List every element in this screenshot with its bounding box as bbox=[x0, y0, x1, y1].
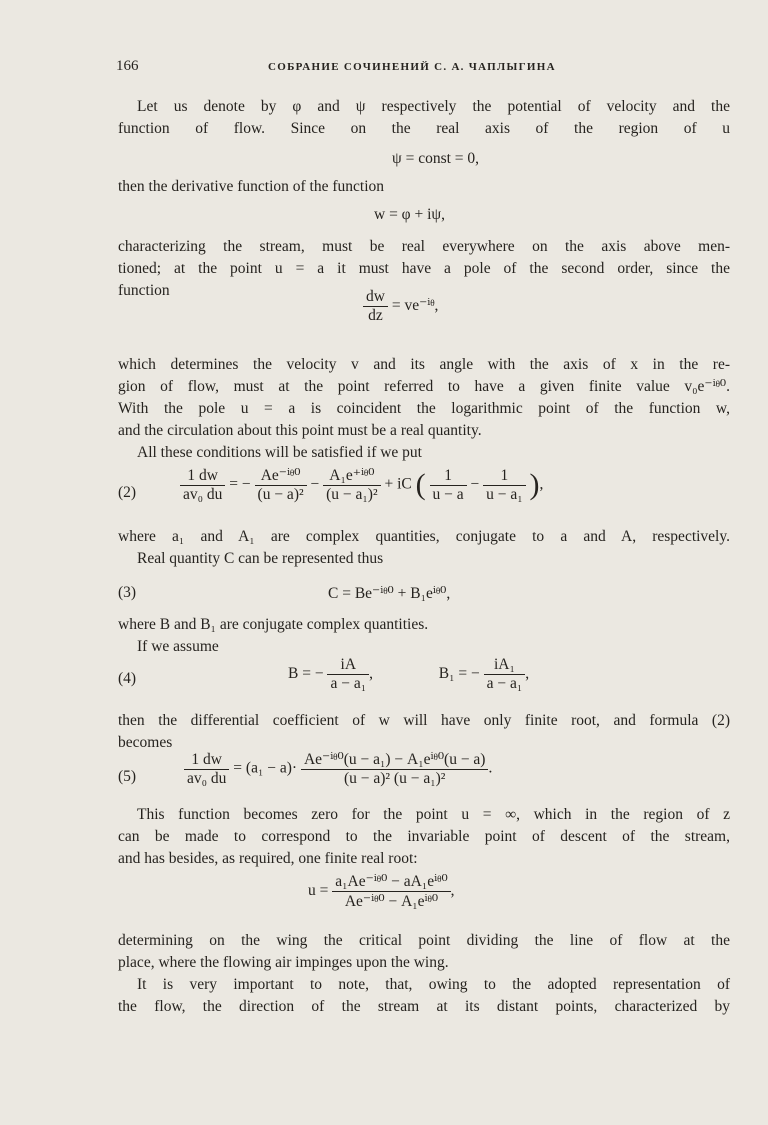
numerator: a₁Ae⁻ⁱᶿ⁰ − aA₁eⁱᶿ⁰ bbox=[332, 872, 450, 892]
denominator: av₀ du bbox=[187, 769, 227, 787]
fraction bbox=[332, 872, 450, 911]
text-line: gion of flow, must at the point referred to have a given finite value v₀e⁻ⁱᶿ⁰. bbox=[118, 378, 730, 395]
denominator: u − a bbox=[432, 485, 464, 503]
middle-term: = (a₁ − a)· bbox=[233, 759, 298, 777]
rhs: = ve⁻ⁱᶿ, bbox=[391, 297, 439, 315]
text-line: All these conditions will be satisfied if we put bbox=[137, 444, 422, 461]
text-line: place, where the flowing air impinges upon the wing. bbox=[118, 954, 449, 971]
text-line: becomes bbox=[118, 734, 173, 751]
numerator: 1 bbox=[430, 467, 467, 486]
text-line: the flow, the direction of the stream at its distant points, characterized by bbox=[118, 998, 730, 1015]
equation-3: C = Be⁻ⁱᶿ⁰ + B₁eⁱᶿ⁰, bbox=[328, 585, 451, 602]
text-line: and has besides, as required, one finite real root: bbox=[118, 850, 418, 867]
running-title: СОБРАНИЕ СОЧИНЕНИЙ С. А. ЧАПЛЫГИНА bbox=[268, 61, 556, 73]
denominator: a − a₁ bbox=[330, 675, 367, 692]
fraction bbox=[363, 288, 388, 325]
equation-w-definition: w = φ + iψ, bbox=[374, 206, 446, 223]
text-line: function of flow. Since on the real axis of the region of u bbox=[118, 120, 730, 137]
text-line: which determines the velocity v and its angle with the axis of x in the re- bbox=[118, 356, 730, 373]
equation-number: (3) bbox=[118, 584, 137, 601]
denominator: Ae⁻ⁱᶿ⁰ − A₁eⁱᶿ⁰ bbox=[344, 893, 439, 910]
text-line: can be made to correspond to the invariable point of descent of the stream, bbox=[118, 828, 730, 845]
text-line: then the derivative function of the function bbox=[118, 178, 384, 195]
denominator: a − a₁ bbox=[486, 675, 523, 692]
fraction bbox=[484, 656, 526, 693]
lhs-b1: B₁ = − bbox=[438, 665, 480, 683]
numerator: dw bbox=[363, 288, 388, 307]
fraction bbox=[483, 467, 526, 504]
equation-root: u = $\frac{\text{a₁Ae⁻ⁱᶿ⁰ − aA₁eⁱᶿ⁰}}{\text{Ae⁻ⁱᶿ⁰ − A₁eⁱᶿ⁰}}$ , bbox=[308, 873, 455, 910]
denominator: (u − a₁)² bbox=[326, 486, 378, 503]
fraction bbox=[255, 466, 307, 504]
text-line: where a₁ and A₁ are complex quantities, conjugate to a and A, respectively. bbox=[118, 528, 730, 545]
denominator: av₀ du bbox=[183, 485, 223, 503]
equation-psi-const: ψ = const = 0, bbox=[392, 150, 480, 167]
lhs: u = bbox=[308, 882, 329, 900]
equation-number: (5) bbox=[118, 768, 137, 785]
fraction bbox=[327, 656, 369, 693]
fraction bbox=[184, 751, 229, 788]
equation-2: $\frac{1 dw}{\text{av₀ du}}$ = − $\frac{\text{Ae⁻ⁱᶿ⁰}}{\text{(u − a)²}}$ − $\frac{\text{A₁e⁺ⁱᶿ⁰}}{\text{(u − a₁)²}}$ + iC ( $\frac{1}{u - a}$ − $\frac{1}{\text{u − a₁}}$ ), bbox=[180, 466, 543, 504]
text-line: and the circulation about this point must be a real quantity. bbox=[118, 422, 482, 439]
equation-4: B = − $\frac{iA}{\text{a − a₁}}$ , B₁ = − $\frac{\text{iA₁}}{\text{a − a₁}}$ , bbox=[288, 656, 530, 692]
equation-number: (4) bbox=[118, 670, 137, 687]
numerator: 1 dw bbox=[180, 467, 225, 486]
numerator: iA bbox=[327, 656, 369, 675]
text-line: then the differential coefficient of w will have only finite root, and formula (2) bbox=[118, 712, 730, 729]
denominator: (u − a)² (u − a₁)² bbox=[343, 770, 446, 787]
denominator: dz bbox=[368, 307, 383, 324]
text-line: characterizing the stream, must be real everywhere on the axis above men- bbox=[118, 238, 730, 255]
text-line: Let us denote by φ and ψ respectively the potential of velocity and the bbox=[137, 98, 730, 115]
numerator: 1 dw bbox=[184, 751, 229, 770]
page-number: 166 bbox=[116, 58, 139, 74]
text-line: It is very important to note, that, owing to the adopted representation of bbox=[137, 976, 730, 993]
text-line: If we assume bbox=[137, 638, 219, 655]
numerator: A₁e⁺ⁱᶿ⁰ bbox=[323, 466, 381, 486]
text-line: where B and B₁ are conjugate complex quantities. bbox=[118, 616, 429, 633]
fraction bbox=[430, 467, 467, 504]
fraction bbox=[180, 467, 225, 504]
text-line: This function becomes zero for the point u = ∞, which in the region of z bbox=[137, 806, 730, 823]
text-line: function bbox=[118, 282, 170, 299]
numerator: 1 bbox=[483, 467, 526, 486]
text-line: Real quantity C can be represented thus bbox=[137, 550, 384, 567]
text-line: With the pole u = a is coincident the logarithmic point of the function w, bbox=[118, 400, 730, 417]
fraction bbox=[301, 750, 489, 788]
equation-number: (2) bbox=[118, 484, 137, 501]
fraction bbox=[323, 466, 381, 504]
equation-5: $\frac{1 dw}{\text{av₀ du}}$ = (a₁ − a)· $\frac{\text{Ae⁻ⁱᶿ⁰(u − a₁) − A₁eⁱᶿ⁰(u − a)}}{\text{(u − a)² (u − a₁)²}}$ . bbox=[184, 750, 492, 788]
running-header bbox=[116, 58, 736, 80]
denominator: (u − a)² bbox=[257, 486, 304, 503]
numerator: iA₁ bbox=[484, 656, 526, 675]
numerator: Ae⁻ⁱᶿ⁰(u − a₁) − A₁eⁱᶿ⁰(u − a) bbox=[301, 750, 489, 770]
numerator: Ae⁻ⁱᶿ⁰ bbox=[255, 466, 307, 486]
equation-dw-dz bbox=[363, 288, 438, 325]
text-line: determining on the wing the critical point dividing the line of flow at the bbox=[118, 932, 730, 949]
denominator: u − a₁ bbox=[486, 485, 523, 503]
term-ic: + iC bbox=[384, 475, 412, 493]
text-line: tioned; at the point u = a it must have a pole of the second order, since the bbox=[118, 260, 730, 277]
lhs-b: B = − bbox=[288, 665, 324, 683]
